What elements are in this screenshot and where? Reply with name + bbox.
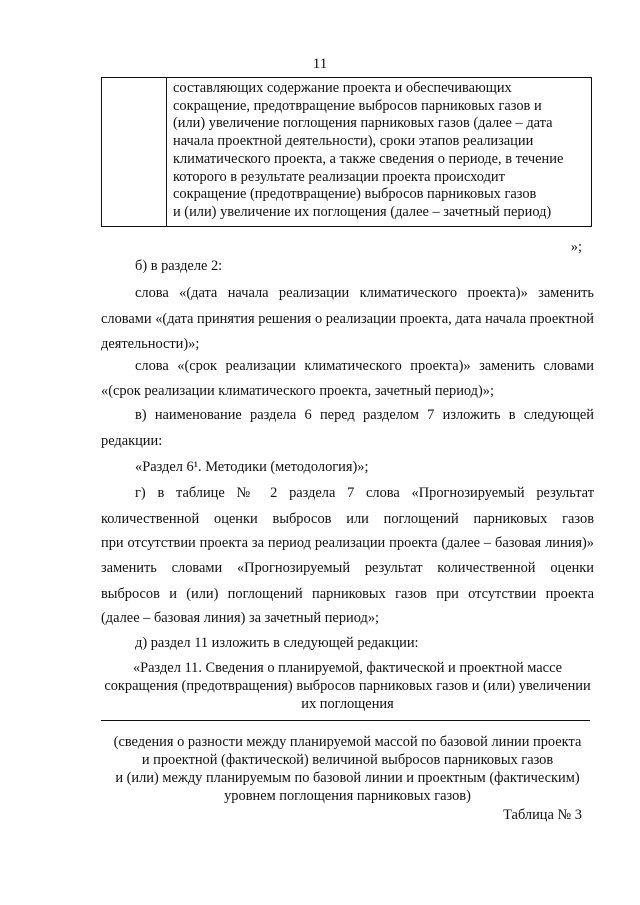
body-line: в) наименование раздела 6 перед разделом 7 изложить в следующей: [135, 407, 594, 423]
table-line: (или) увеличение поглощения парниковых газов (далее – дата: [173, 115, 553, 132]
body-line: выбросов и (или) поглощений парниковых газов при отсутствии проекта: [101, 586, 594, 602]
continued-table: [101, 77, 592, 227]
body-line: г) в таблице № 2 раздела 7 слова «Прогнозируемый результат: [135, 485, 594, 501]
body-line: при отсутствии проекта за период реализации проекта (далее – базовая линия)»: [101, 535, 594, 551]
body-line: д) раздел 11 изложить в следующей редакции:: [135, 635, 419, 651]
caption-line: и проектной (фактической) величиной выбросов парниковых газов: [141, 752, 554, 768]
caption-line: (сведения о разности между планируемой массой по базовой линии проекта: [113, 734, 582, 750]
table-line: и (или) увеличение их поглощения (далее – зачетный период): [173, 203, 552, 220]
body-line: словами «(дата принятия решения о реализации проекта, дата начала проектной: [101, 311, 594, 327]
closing-quote: »;: [570, 239, 582, 255]
table-line: климатического проекта, а также сведения о периоде, в течение: [173, 150, 564, 167]
body-line: б) в разделе 2:: [135, 258, 223, 274]
body-line: заменить словами «Прогнозируемый результат количественной оценки: [101, 560, 594, 576]
table-line: сокращение (предотвращение) выбросов парниковых газов: [173, 186, 537, 203]
body-line: «Раздел 6¹. Методики (методология)»;: [135, 459, 369, 475]
section-heading-line: «Раздел 11. Сведения о планируемой, фактической и проектной массе: [132, 660, 563, 676]
fill-in-line: [101, 720, 590, 721]
table-column-divider: [166, 78, 167, 226]
caption-line: и (или) между планируемым по базовой линии и проектным (фактическим): [115, 770, 580, 786]
table-line: составляющих содержание проекта и обеспечивающих: [173, 80, 512, 96]
body-line: редакции:: [101, 433, 163, 449]
table-line: сокращение, предотвращение выбросов парниковых газов и: [173, 97, 542, 114]
table-line: начала проектной деятельности), сроки этапов реализации: [173, 133, 534, 150]
body-line: слова «(дата начала реализации климатического проекта)» заменить: [135, 285, 594, 301]
body-line: (далее – базовая линия) за зачетный период»;: [101, 610, 380, 626]
body-line: деятельности)»;: [101, 336, 200, 352]
table-cell-text: [173, 80, 587, 222]
body-line: количественной оценки выбросов или поглощений парниковых газов: [101, 511, 594, 527]
page-number: 11: [312, 56, 328, 72]
body-line: «(срок реализации климатического проекта, зачетный период)»;: [101, 383, 494, 399]
caption-line: уровнем поглощения парниковых газов): [224, 788, 471, 804]
body-line: слова «(срок реализации климатического проекта)» заменить словами: [135, 358, 594, 374]
section-heading-line: сокращения (предотвращения) выбросов парниковых газов и (или) увеличении: [104, 678, 591, 694]
section-heading-line: их поглощения: [301, 696, 394, 712]
table-line: которого в результате реализации проекта происходит: [173, 168, 505, 185]
table-label: Таблица № 3: [503, 807, 582, 823]
